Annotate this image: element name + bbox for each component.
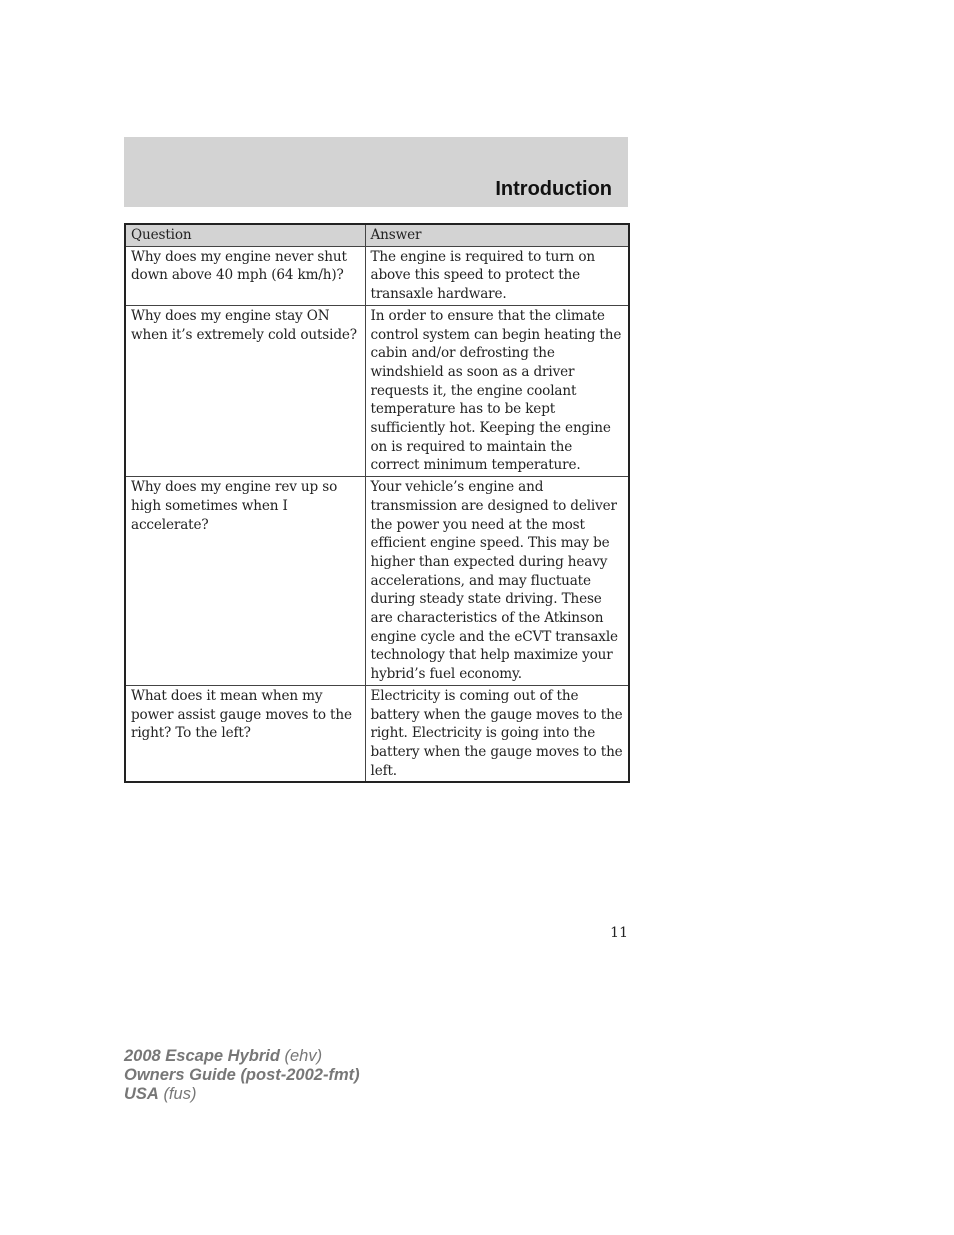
document-footer — [124, 1047, 360, 1104]
footer-line-market — [124, 1085, 360, 1104]
footer-market-code: (fus) — [163, 1085, 197, 1103]
column-header-answer: Answer — [365, 224, 629, 246]
page-number: 11 — [610, 925, 628, 941]
table-row — [125, 305, 629, 476]
question-cell: Why does my engine never shut down above 40 mph (64 km/h)? — [125, 246, 365, 305]
section-header-band — [124, 137, 628, 207]
question-cell: What does it mean when my power assist gauge moves to the right? To the left? — [125, 685, 365, 782]
table-row — [125, 685, 629, 782]
footer-guide-name: Owners Guide (post-2002-fmt) — [124, 1066, 360, 1084]
answer-cell: Your vehicle’s engine and transmission are designed to deliver the power you need at the most efficient engine speed. This may be higher than expected during heavy accelerations, and may fluctuate during steady state driving. These are characteristics of the Atkinson engine cycle and the eCVT transaxle technology that help maximize your hybrid’s fuel economy. — [365, 477, 629, 686]
table-row — [125, 477, 629, 686]
footer-market-name: USA — [124, 1085, 159, 1103]
answer-cell: In order to ensure that the climate control system can begin heating the cabin and/or defrosting the windshield as soon as a driver requests it, the engine coolant temperature has to be kept sufficiently hot. Keeping the engine on is required to maintain the correct minimum temperature. — [365, 305, 629, 476]
footer-model-code: (ehv) — [284, 1047, 323, 1065]
table-header-row — [125, 224, 629, 246]
question-cell: Why does my engine rev up so high sometimes when I accelerate? — [125, 477, 365, 686]
footer-line-guide — [124, 1066, 360, 1085]
faq-table — [124, 223, 630, 783]
question-cell: Why does my engine stay ON when it’s extremely cold outside? — [125, 305, 365, 476]
section-title: Introduction — [495, 178, 612, 200]
answer-cell: The engine is required to turn on above this speed to protect the transaxle hardware. — [365, 246, 629, 305]
footer-model-name: 2008 Escape Hybrid — [124, 1047, 280, 1065]
table-row — [125, 246, 629, 305]
answer-cell: Electricity is coming out of the battery when the gauge moves to the right. Electricity is going into the battery when the gauge moves to the left. — [365, 685, 629, 782]
footer-line-model — [124, 1047, 360, 1066]
column-header-question: Question — [125, 224, 365, 246]
